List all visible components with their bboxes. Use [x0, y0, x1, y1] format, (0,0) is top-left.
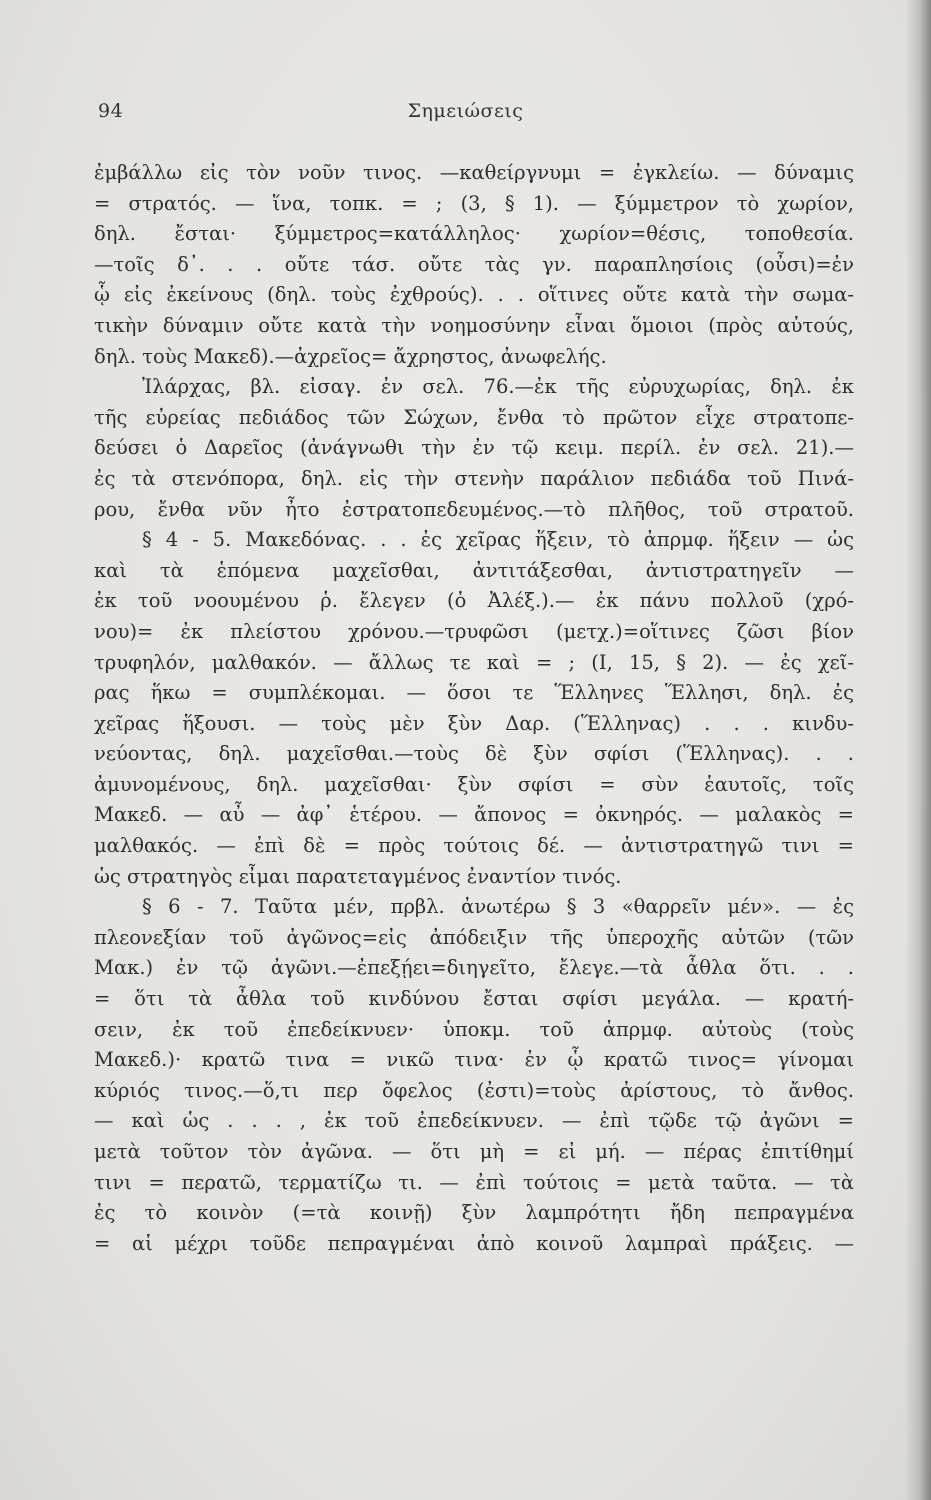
text-line: δηλ. τοὺς Μακεδ).—ἀχρεῖος= ἄχρηστος, ἀνωφελής. [94, 344, 607, 368]
text-line: καὶ τὰ ἑπόμενα μαχεῖσθαι, ἀντιτάξεσθαι, ἀντιστρατηγεῖν — [94, 558, 854, 582]
text-line: ρου, ἔνθα νῦν ἦτο ἐστρατοπεδευμένος.—τὸ πλῆθος, τοῦ στρατοῦ. [94, 497, 854, 521]
text-line: § 6 - 7. Ταῦτα μέν, πρβλ. ἀνωτέρω § 3 «θαρρεῖν μέν». — ἐς [142, 895, 854, 919]
text-line: = ὅτι τὰ ἆθλα τοῦ κινδύνου ἔσται σφίσι μεγάλα. — κρατή- [94, 987, 854, 1011]
text-line: δεύσει ὁ Δαρεῖος (ἀνάγνωθι τὴν ἐν τῷ κειμ. περίλ. ἐν σελ. 21).— [94, 436, 854, 460]
text-line: Ἰλάρχας, βλ. εἰσαγ. ἐν σελ. 76.—ἐκ τῆς εὐρυχωρίας, δηλ. ἐκ [142, 375, 854, 399]
text-line: ᾧ εἰς ἐκείνους (δηλ. τοὺς ἐχθρούς). . . οἵτινες οὔτε κατὰ τὴν σωμα- [94, 283, 854, 307]
text-line: τῆς εὐρείας πεδιάδος τῶν Σώχων, ἔνθα τὸ πρῶτον εἶχε στρατοπε- [94, 405, 854, 429]
text-line: ἐκ τοῦ νοουμένου ῥ. ἔλεγεν (ὁ Ἀλέξ.).— ἐκ πάνυ πολλοῦ (χρό- [94, 589, 854, 613]
text-line: ἀμυνομένους, δηλ. μαχεῖσθαι· ξὺν σφίσι = σὺν ἑαυτοῖς, τοῖς [94, 772, 854, 796]
text-line: χεῖρας ἥξουσι. — τοὺς μὲν ξὺν Δαρ. (Ἕλληνας) . . . κινδυ- [94, 711, 854, 735]
text-line: πλεονεξίαν τοῦ ἀγῶνος=εἰς ἀπόδειξιν τῆς ὑπεροχῆς αὐτῶν (τῶν [94, 925, 854, 949]
text-line: ἐς τὸ κοινὸν (=τὰ κοινῇ) ξὺν λαμπρότητι ἤδη πεπραγμένα [94, 1201, 854, 1225]
text-line: ρας ἥκω = συμπλέκομαι. — ὅσοι τε Ἕλληνες Ἕλλησι, δηλ. ἐς [94, 681, 854, 705]
running-head: Σημειώσεις [407, 100, 524, 122]
text-line: σειν, ἐκ τοῦ ἐπεδείκνυεν· ὑποκμ. τοῦ ἀπρμφ. αὐτοὺς (τοὺς [94, 1017, 854, 1041]
text-line: Μακ.) ἐν τῷ ἀγῶνι.—ἐπεξῄει=διηγεῖτο, ἔλεγε.—τὰ ἆθλα ὅτι. . . [94, 956, 854, 980]
text-line: ὡς στρατηγὸς εἶμαι παρατεταγμένος ἐναντίον τινός. [94, 864, 622, 888]
text-line: ἐμβάλλω εἰς τὸν νοῦν τινος. —καθείργνυμι = ἐγκλείω. — δύναμις [94, 161, 854, 184]
text-line: § 4 - 5. Μακεδόνας. . . ἐς χεῖρας ἥξειν, τὸ ἀπρμφ. ἥξειν — ὡς [142, 528, 854, 552]
text-line: — καὶ ὡς . . . , ἐκ τοῦ ἐπεδείκνυεν. — ἐπὶ τῷδε τῷ ἀγῶνι = [94, 1109, 854, 1133]
text-line: κύριός τινος.—ὅ,τι περ ὄφελος (ἐστι)=τοὺς ἀρίστους, τὸ ἄνθος. [94, 1078, 854, 1102]
text-line: —τοῖς δ᾽. . . οὔτε τάσ. οὔτε τὰς γν. παραπλησίοις (οὖσι)=ἐν [94, 252, 854, 276]
text-line: δηλ. ἔσται· ξύμμετρος=κατάλληλος· χωρίον=θέσις, τοποθεσία. [94, 222, 854, 246]
text-line: μετὰ τοῦτον τὸν ἀγῶνα. — ὅτι μὴ = εἰ μή. — πέρας ἐπιτίθημί [94, 1140, 854, 1163]
binding-shadow [905, 0, 931, 1500]
text-line: τινι = περατῶ, τερματίζω τι. — ἐπὶ τούτοις = μετὰ ταῦτα. — τὰ [94, 1170, 854, 1194]
text-line: = στρατός. — ἵνα, τοπκ. = ; (3, § 1). — ξύμμετρον τὸ χωρίον, [94, 191, 854, 215]
text-line: νεύοντας, δηλ. μαχεῖσθαι.—τοὺς δὲ ξὺν σφίσι (Ἕλληνας). . . [94, 742, 854, 766]
text-line: ἐς τὰ στενόπορα, δηλ. εἰς τὴν στενὴν παράλιον πεδιάδα τοῦ Πινά- [94, 466, 854, 490]
notes-text [94, 158, 854, 1259]
text-line: νου)= ἐκ πλείστου χρόνου.—τρυφῶσι (μετχ.)=οἵτινες ζῶσι βίον [94, 619, 854, 643]
text-line: Μακεδ. — αὖ — ἀφ᾽ ἑτέρου. — ἄπονος = ὀκνηρός. — μαλακὸς = [94, 803, 854, 827]
text-line: Μακεδ.)· κρατῶ τινα = νικῶ τινα· ἐν ᾧ κρατῶ τινος= γίνομαι [94, 1048, 854, 1072]
text-line: τικὴν δύναμιν οὔτε κατὰ τὴν νοημοσύνην εἶναι ὅμοιοι (πρὸς αὐτούς, [94, 313, 854, 337]
text-line: τρυφηλόν, μαλθακόν. — ἄλλως τε καὶ = ; (Ι, 15, § 2). — ἐς χεῖ- [94, 650, 854, 674]
page-number: 94 [98, 100, 124, 122]
text-line: = αἱ μέχρι τοῦδε πεπραγμέναι ἀπὸ κοινοῦ λαμπραὶ πράξεις. — [94, 1231, 854, 1255]
text-line: μαλθακός. — ἐπὶ δὲ = πρὸς τούτοις δέ. — ἀντιστρατηγῶ τινι = [94, 834, 854, 858]
